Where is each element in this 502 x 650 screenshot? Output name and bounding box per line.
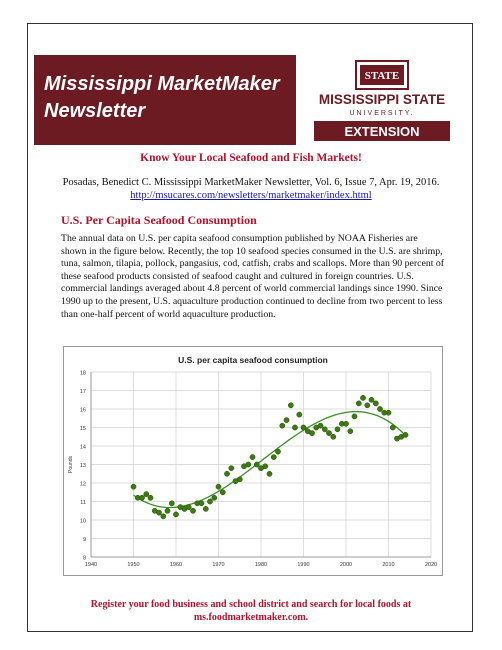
data-point	[403, 432, 408, 437]
data-point	[156, 510, 161, 515]
x-tick-label: 1970	[212, 562, 225, 568]
data-point	[335, 427, 340, 432]
data-point	[360, 395, 365, 400]
data-point	[207, 499, 212, 504]
data-point	[203, 506, 208, 511]
footer-line1: Register your food business and school district and search for local foods at	[90, 599, 412, 610]
chart-svg	[64, 347, 442, 575]
extension-text: EXTENSION	[344, 124, 420, 139]
citation-text: Posadas, Benedict C. Mississippi MarketMaker Newsletter, Vol. 6, Issue 7, Apr. 19, 2016.	[62, 177, 440, 188]
data-point	[199, 501, 204, 506]
y-tick-label: 17	[79, 389, 86, 395]
data-point	[356, 401, 361, 406]
data-point	[271, 455, 276, 460]
x-tick-label: 2020	[424, 562, 438, 568]
newsletter-banner	[34, 55, 468, 145]
data-point	[377, 406, 382, 411]
article-citation	[34, 176, 468, 202]
data-point	[186, 505, 191, 510]
y-tick-label: 18	[79, 370, 86, 377]
x-tick-label: 1950	[127, 562, 140, 568]
data-point	[288, 403, 293, 408]
data-point	[148, 495, 153, 500]
data-point	[390, 425, 395, 430]
y-tick-label: 9	[82, 537, 86, 543]
data-point	[229, 466, 234, 471]
y-tick-label: 16	[79, 407, 86, 414]
banner-title-line2: Newsletter	[44, 100, 146, 122]
chart-title: U.S. per capita seafood consumption	[178, 355, 328, 365]
data-point	[373, 401, 378, 406]
y-tick-label: 15	[79, 426, 86, 432]
y-tick-label: 11	[80, 500, 86, 506]
data-point	[139, 495, 144, 500]
data-point	[263, 464, 268, 469]
msu-university-text: UNIVERSITY.	[349, 110, 415, 117]
data-point	[275, 449, 280, 454]
data-point	[284, 418, 289, 423]
banner-title-line1: Mississippi MarketMaker	[44, 73, 280, 95]
data-point	[326, 431, 331, 436]
msu-extension-logo	[296, 55, 468, 145]
msu-name-text: MISSISSIPPI STATE	[318, 92, 446, 107]
data-point	[365, 403, 370, 408]
data-point	[309, 431, 314, 436]
data-point	[343, 421, 348, 426]
data-point	[212, 495, 217, 500]
y-tick-label: 8	[82, 555, 86, 562]
data-point	[216, 484, 221, 489]
data-point	[246, 462, 251, 467]
data-point	[352, 414, 357, 419]
data-point	[348, 429, 353, 434]
data-point	[280, 423, 285, 428]
footer-line2: ms.foodmarketmaker.com.	[193, 612, 309, 623]
msu-logo-graphic	[296, 55, 468, 145]
data-point	[169, 501, 174, 506]
data-point	[165, 508, 170, 513]
data-point	[173, 512, 178, 517]
y-tick-label: 13	[79, 463, 86, 469]
x-tick-label: 1980	[254, 562, 268, 568]
x-tick-label: 1990	[297, 562, 310, 568]
msu-badge-text: STATE	[364, 70, 400, 82]
section-subhead: U.S. Per Capita Seafood Consumption	[61, 213, 257, 227]
data-point	[331, 434, 336, 439]
banner-title	[44, 71, 292, 125]
article-body: The annual data on U.S. per capita seafood consumption published by NOAA Fisheries are shown in the figure below. Recently, the top 10 seafood species consumed in the U.S. are shrimp, tuna, salmon, tilapia, pollock, pangasius, cod, catfish, crabs and scallops. More than 90 percent of these seafood products consisted of seafood caught and cultured in foreign countries. U.S. commercial landings averaged about 4.8 percent of world commercial landings since 1990. Since 1990 up to the present, U.S. aquaculture production continued to decline from two percent to less than one-half percent of world aquaculture production.	[61, 233, 445, 320]
data-point	[224, 471, 229, 476]
x-tick-label: 2010	[382, 562, 395, 568]
data-point	[131, 484, 136, 489]
x-tick-label: 1940	[84, 562, 98, 568]
data-point	[301, 425, 306, 430]
data-point	[254, 462, 259, 467]
y-tick-label: 14	[79, 444, 86, 451]
data-point	[190, 508, 195, 513]
trend-line	[134, 412, 406, 508]
data-point	[297, 412, 302, 417]
data-point	[161, 514, 166, 519]
data-point	[386, 410, 391, 415]
y-axis-label: Pounds	[68, 456, 74, 473]
seafood-consumption-chart	[63, 346, 443, 576]
article-heading: Know Your Local Seafood and Fish Markets!	[140, 152, 362, 164]
data-point	[322, 427, 327, 432]
banner-title-block	[34, 55, 296, 145]
data-point	[250, 455, 255, 460]
footer-notice	[34, 598, 468, 624]
data-point	[220, 490, 225, 495]
data-point	[369, 397, 374, 402]
x-tick-label: 1960	[169, 562, 183, 568]
data-point	[292, 425, 297, 430]
data-point	[144, 492, 149, 497]
y-tick-label: 12	[79, 481, 86, 488]
data-point	[237, 477, 242, 482]
newsletter-link[interactable]: http://msucares.com/newsletters/marketmaker/index.html	[130, 190, 372, 201]
data-point	[267, 471, 272, 476]
y-tick-label: 10	[79, 518, 86, 525]
x-tick-label: 2000	[339, 562, 353, 568]
data-point	[318, 423, 323, 428]
